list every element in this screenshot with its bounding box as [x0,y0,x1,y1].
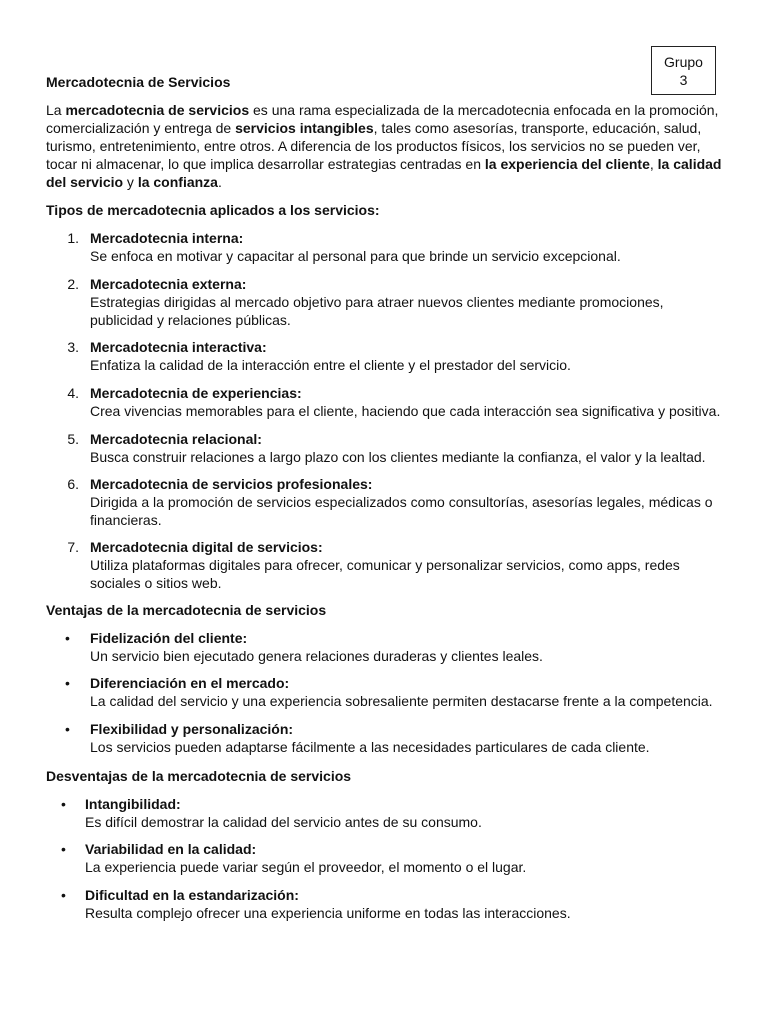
intro-text-2: es una rama especializada de la mercadotecnia enfocada en la promoción, comercialización y entrega de [46,102,719,136]
item-title: Fidelización del cliente: [90,630,248,646]
intro-bold-5: la confianza [137,174,218,190]
item-description: Un servicio bien ejecutado genera relaciones duraderas y clientes leales. [90,648,543,664]
group-number: 3 [679,72,688,88]
desventajas-heading: Desventajas de la mercadotecnia de servicios [46,768,352,784]
intro-bold-3: la experiencia del cliente [484,156,650,172]
intro-text-3: , tales como asesorías, transporte, educación, salud, turismo, entretenimiento, entre otros. A diferencia de los productos físicos, los servicios no se pueden ver, tocar ni almacenar, lo que implica desarrollar estrategias centradas en [46,120,702,172]
bullet-icon: • [65,630,70,646]
item-description: Dirigida a la promoción de servicios especializados como consultorías, asesorías legales, médicas o financieras. [90,494,713,528]
item-description: Es difícil demostrar la calidad del servicio antes de su consumo. [85,814,482,830]
intro-text-5: y [123,174,138,190]
intro-bold-1: mercadotecnia de servicios [65,102,250,118]
intro-text-4: , [649,156,658,172]
bullet-icon: • [65,675,70,691]
item-title: Mercadotecnia digital de servicios: [90,539,323,555]
document-title: Mercadotecnia de Servicios [46,74,231,90]
item-description: Se enfoca en motivar y capacitar al personal para que brinde un servicio excepcional. [90,248,621,264]
item-title: Mercadotecnia interna: [90,230,244,246]
item-title: Intangibilidad: [85,796,181,812]
item-title: Mercadotecnia relacional: [90,431,262,447]
intro-paragraph [46,101,722,191]
item-description: Crea vivencias memorables para el cliente, haciendo que cada interacción sea significativa y positiva. [90,403,721,419]
item-title: Dificultad en la estandarización: [85,887,299,903]
item-description: Resulta complejo ofrecer una experiencia uniforme en todas las interacciones. [85,905,571,921]
intro-bold-4: la calidad del servicio [46,156,722,190]
item-title: Mercadotecnia de experiencias: [90,385,302,401]
item-title: Diferenciación en el mercado: [90,675,290,691]
item-title: Mercadotecnia de servicios profesionales: [90,476,373,492]
item-description: Enfatiza la calidad de la interacción entre el cliente y el prestador del servicio. [90,357,571,373]
ventajas-heading: Ventajas de la mercadotecnia de servicios [46,602,327,618]
item-title: Variabilidad en la calidad: [85,841,257,857]
item-description: La experiencia puede variar según el proveedor, el momento o el lugar. [85,859,527,875]
list-number: 7. [67,539,79,555]
item-description: Busca construir relaciones a largo plazo con los clientes mediante la confianza, el valor y la lealtad. [90,449,706,465]
list-number: 3. [67,339,79,355]
intro-text-6: . [217,174,222,190]
item-description: Estrategias dirigidas al mercado objetivo para atraer nuevos clientes mediante promociones, publicidad y relaciones públicas. [90,294,664,328]
tipos-heading: Tipos de mercadotecnia aplicados a los servicios: [46,202,380,218]
list-number: 4. [67,385,79,401]
list-number: 5. [67,431,79,447]
intro-bold-2: servicios intangibles [235,120,374,136]
list-number: 1. [67,230,79,246]
bullet-icon: • [61,796,66,812]
item-description: Los servicios pueden adaptarse fácilmente a las necesidades particulares de cada cliente. [90,739,650,755]
item-description: Utiliza plataformas digitales para ofrecer, comunicar y personalizar servicios, como apps, redes sociales o sitios web. [90,557,680,591]
item-description: La calidad del servicio y una experiencia sobresaliente permiten destacarse frente a la competencia. [90,693,713,709]
item-title: Mercadotecnia interactiva: [90,339,267,355]
intro-text-1: La [46,102,66,118]
bullet-icon: • [61,887,66,903]
group-label-box [651,46,716,95]
bullet-icon: • [61,841,66,857]
bullet-icon: • [65,721,70,737]
item-title: Mercadotecnia externa: [90,276,247,292]
list-number: 2. [67,276,79,292]
group-label: Grupo [664,54,703,70]
list-number: 6. [67,476,79,492]
item-title: Flexibilidad y personalización: [90,721,294,737]
